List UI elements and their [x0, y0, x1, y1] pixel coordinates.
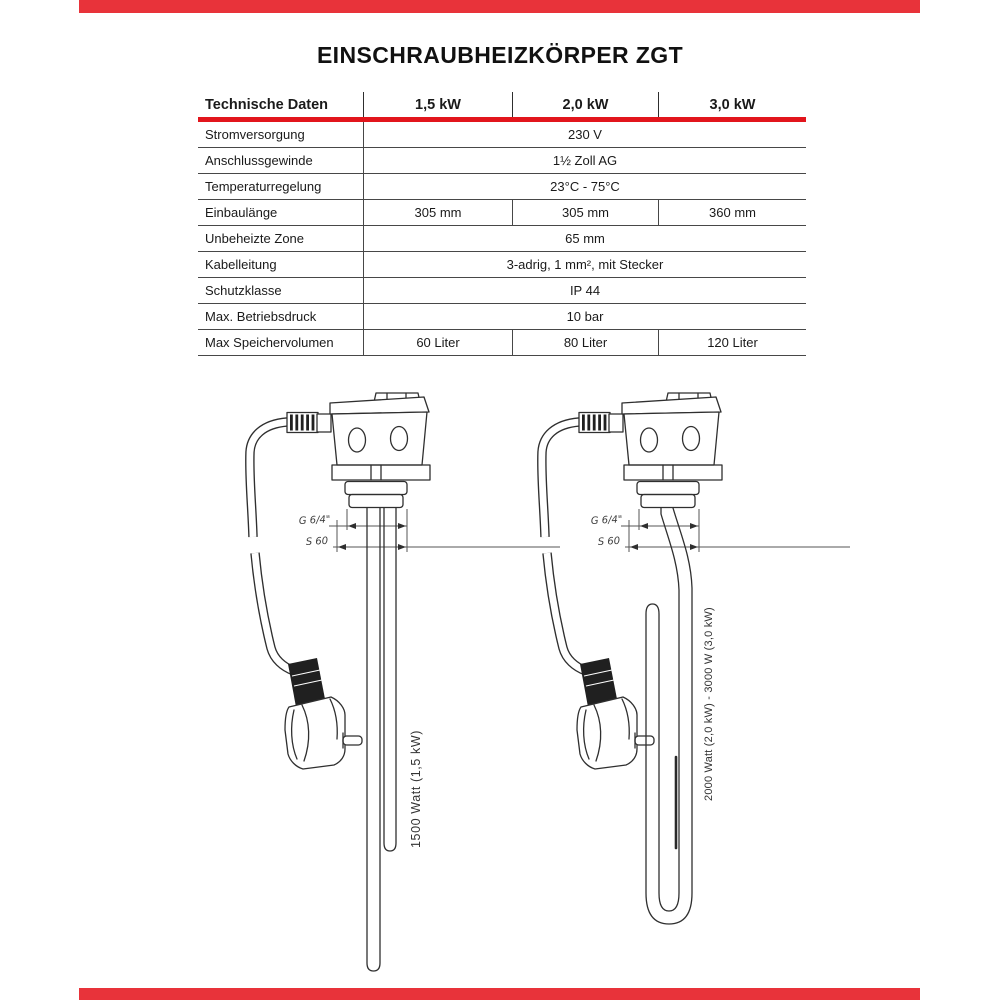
table-row — [198, 226, 806, 252]
heater-drawing-right — [542, 393, 850, 924]
row-label: Schutzklasse — [198, 278, 364, 303]
power-rating-label: 2000 Watt (2,0 kW) - 3000 W (3,0 kW) — [703, 607, 715, 801]
row-label: Stromversorgung — [198, 122, 364, 147]
row-label: Einbaulänge — [198, 200, 364, 225]
table-row — [198, 148, 806, 174]
table-row — [198, 252, 806, 278]
row-label: Max. Betriebsdruck — [198, 304, 364, 329]
table-row — [198, 200, 806, 226]
row-label: Anschlussgewinde — [198, 148, 364, 173]
table-row — [198, 278, 806, 304]
heating-tube-loop — [646, 508, 692, 924]
heater-head-assembly — [542, 393, 850, 769]
wrench-size-label: S 60 — [305, 535, 329, 548]
row-value: 305 mm — [414, 205, 462, 220]
row-label: Kabelleitung — [198, 252, 364, 277]
heating-tubes-straight — [367, 508, 396, 971]
power-rating-label: 1500 Watt (1,5 kW) — [409, 729, 423, 848]
row-value-merged: 3-adrig, 1 mm², mit Stecker — [506, 257, 664, 272]
header-col-3-0kw: 3,0 kW — [658, 92, 806, 117]
technical-drawings — [230, 388, 850, 990]
row-value: 120 Liter — [658, 330, 806, 355]
row-value-merged: 65 mm — [565, 231, 605, 246]
row-value: 60 Liter — [416, 335, 460, 350]
heater-head-assembly — [250, 393, 560, 769]
top-accent-bar — [79, 0, 920, 13]
technical-data-table — [198, 92, 806, 356]
table-row — [198, 174, 806, 200]
thread-size-label: G 6/4" — [298, 514, 331, 527]
row-label: Max Speichervolumen — [198, 330, 364, 355]
row-value-merged: 230 V — [568, 127, 602, 142]
row-value-merged: 23°C - 75°C — [550, 179, 620, 194]
row-label: Unbeheizte Zone — [198, 226, 364, 251]
page-title: EINSCHRAUBHEIZKÖRPER ZGT — [316, 42, 684, 68]
header-label: Technische Daten — [198, 92, 364, 117]
table-row — [198, 330, 806, 356]
row-value: 80 Liter — [512, 330, 658, 355]
header-col-2-0kw: 2,0 kW — [512, 92, 658, 117]
row-value: 305 mm — [512, 200, 658, 225]
bottom-accent-bar — [79, 988, 920, 1000]
row-value-merged: 1½ Zoll AG — [552, 153, 618, 168]
table-row — [198, 122, 806, 148]
table-header-row — [198, 92, 806, 122]
row-value: 360 mm — [658, 200, 806, 225]
row-label: Temperaturregelung — [198, 174, 364, 199]
row-value-merged: 10 bar — [566, 309, 604, 324]
wrench-size-label: S 60 — [597, 535, 621, 548]
table-row — [198, 304, 806, 330]
heater-drawing-left — [250, 393, 560, 971]
thread-size-label: G 6/4" — [590, 514, 623, 527]
row-value-merged: IP 44 — [569, 283, 601, 298]
header-col-1-5kw: 1,5 kW — [415, 96, 461, 113]
